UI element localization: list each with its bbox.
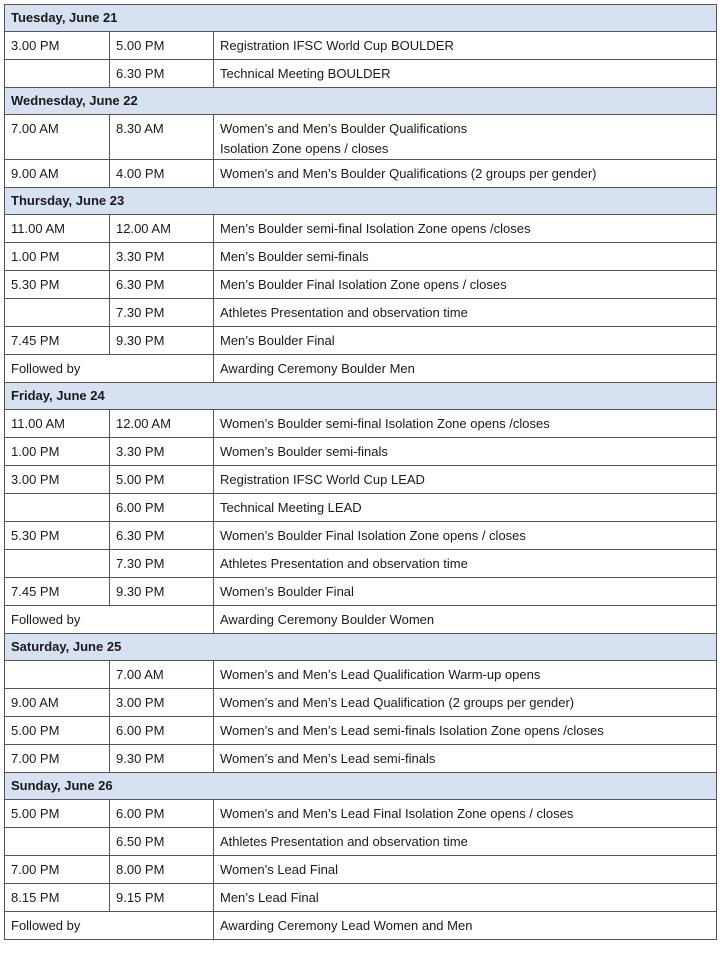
day-header	[5, 383, 717, 410]
end-time: 5.00 PM	[110, 32, 214, 60]
event-name: Men’s Boulder Final Isolation Zone opens / closes	[214, 271, 717, 299]
schedule-row	[5, 550, 717, 578]
schedule-row	[5, 828, 717, 856]
start-time: 7.45 PM	[5, 327, 110, 355]
schedule-row	[5, 438, 717, 466]
event-name: Awarding Ceremony Lead Women and Men	[214, 912, 717, 940]
event-name: Athletes Presentation and observation time	[214, 828, 717, 856]
end-time: 12.00 AM	[110, 410, 214, 438]
start-time: 11.00 AM	[5, 410, 110, 438]
schedule-row	[5, 410, 717, 438]
day-header	[5, 88, 717, 115]
event-name: Technical Meeting BOULDER	[214, 60, 717, 88]
day-header	[5, 188, 717, 215]
event-name: Registration IFSC World Cup BOULDER	[214, 32, 717, 60]
event-name: Women’s and Men’s Lead semi-finals	[214, 745, 717, 773]
followed-by-label: Followed by	[5, 606, 214, 634]
end-time: 6.30 PM	[110, 271, 214, 299]
followed-by-row	[5, 355, 717, 383]
day-header	[5, 634, 717, 661]
event-line: Isolation Zone opens / closes	[220, 141, 389, 156]
event-name: Women’s and Men’s Lead Qualification (2 groups per gender)	[214, 689, 717, 717]
start-time	[5, 60, 110, 88]
day-header	[5, 5, 717, 32]
end-time: 6.50 PM	[110, 828, 214, 856]
followed-by-row	[5, 912, 717, 940]
start-time	[5, 661, 110, 689]
followed-by-label: Followed by	[5, 355, 214, 383]
schedule-row	[5, 466, 717, 494]
start-time	[5, 494, 110, 522]
day-title: Sunday, June 26	[5, 773, 717, 800]
start-time	[5, 550, 110, 578]
day-title: Tuesday, June 21	[5, 5, 717, 32]
start-time: 5.30 PM	[5, 271, 110, 299]
end-time: 4.00 PM	[110, 160, 214, 188]
event-name: Awarding Ceremony Boulder Men	[214, 355, 717, 383]
schedule-row	[5, 522, 717, 550]
end-time: 6.00 PM	[110, 717, 214, 745]
end-time: 3.30 PM	[110, 438, 214, 466]
event-name: Athletes Presentation and observation time	[214, 550, 717, 578]
event-name: Athletes Presentation and observation time	[214, 299, 717, 327]
event-name: Men’s Boulder Final	[214, 327, 717, 355]
schedule-row	[5, 884, 717, 912]
start-time: 11.00 AM	[5, 215, 110, 243]
end-time: 6.00 PM	[110, 800, 214, 828]
schedule-row	[5, 299, 717, 327]
end-time: 5.00 PM	[110, 466, 214, 494]
start-time: 1.00 PM	[5, 438, 110, 466]
end-time: 3.00 PM	[110, 689, 214, 717]
start-time: 7.45 PM	[5, 578, 110, 606]
followed-by-label: Followed by	[5, 912, 214, 940]
end-time: 9.15 PM	[110, 884, 214, 912]
event-name: Women’s and Men’s Lead semi-finals Isolation Zone opens /closes	[214, 717, 717, 745]
end-time: 12.00 AM	[110, 215, 214, 243]
followed-by-row	[5, 606, 717, 634]
event-name: Registration IFSC World Cup LEAD	[214, 466, 717, 494]
start-time: 1.00 PM	[5, 243, 110, 271]
event-line: Women’s and Men’s Boulder Qualifications	[220, 121, 468, 136]
end-time: 9.30 PM	[110, 327, 214, 355]
start-time: 3.00 PM	[5, 466, 110, 494]
event-name: Women’s Boulder semi-finals	[214, 438, 717, 466]
event-name: Women’s Boulder semi-final Isolation Zone opens /closes	[214, 410, 717, 438]
start-time: 8.15 PM	[5, 884, 110, 912]
schedule-row	[5, 115, 717, 160]
end-time: 7.30 PM	[110, 299, 214, 327]
event-name: Women’s Boulder Final	[214, 578, 717, 606]
schedule-table	[4, 4, 717, 940]
day-title: Thursday, June 23	[5, 188, 717, 215]
schedule-row	[5, 271, 717, 299]
start-time: 7.00 AM	[5, 115, 110, 160]
day-title: Friday, June 24	[5, 383, 717, 410]
end-time: 9.30 PM	[110, 745, 214, 773]
schedule-row	[5, 215, 717, 243]
schedule-row	[5, 856, 717, 884]
end-time: 9.30 PM	[110, 578, 214, 606]
event-name: Men’s Boulder semi-final Isolation Zone opens /closes	[214, 215, 717, 243]
start-time: 5.00 PM	[5, 717, 110, 745]
start-time: 5.00 PM	[5, 800, 110, 828]
schedule-row	[5, 800, 717, 828]
schedule-row	[5, 745, 717, 773]
start-time	[5, 299, 110, 327]
schedule-row	[5, 494, 717, 522]
end-time: 8.30 AM	[110, 115, 214, 160]
start-time: 5.30 PM	[5, 522, 110, 550]
schedule-row	[5, 327, 717, 355]
start-time: 7.00 PM	[5, 856, 110, 884]
end-time: 3.30 PM	[110, 243, 214, 271]
event-name: Men’s Lead Final	[214, 884, 717, 912]
event-name: Technical Meeting LEAD	[214, 494, 717, 522]
schedule-row	[5, 160, 717, 188]
start-time: 7.00 PM	[5, 745, 110, 773]
end-time: 6.30 PM	[110, 60, 214, 88]
event-name	[214, 115, 717, 160]
event-name: Awarding Ceremony Boulder Women	[214, 606, 717, 634]
event-name: Women’s and Men’s Boulder Qualifications (2 groups per gender)	[214, 160, 717, 188]
end-time: 8.00 PM	[110, 856, 214, 884]
start-time: 9.00 AM	[5, 160, 110, 188]
event-name: Women’s and Men’s Lead Qualification Warm-up opens	[214, 661, 717, 689]
schedule-row	[5, 689, 717, 717]
start-time: 3.00 PM	[5, 32, 110, 60]
day-header	[5, 773, 717, 800]
start-time: 9.00 AM	[5, 689, 110, 717]
schedule-row	[5, 243, 717, 271]
event-name: Men’s Boulder semi-finals	[214, 243, 717, 271]
day-title: Saturday, June 25	[5, 634, 717, 661]
day-title: Wednesday, June 22	[5, 88, 717, 115]
event-name: Women’s Lead Final	[214, 856, 717, 884]
end-time: 7.00 AM	[110, 661, 214, 689]
schedule-row	[5, 717, 717, 745]
end-time: 6.00 PM	[110, 494, 214, 522]
start-time	[5, 828, 110, 856]
schedule-row	[5, 661, 717, 689]
event-name: Women’s and Men’s Lead Final Isolation Zone opens / closes	[214, 800, 717, 828]
event-name: Women’s Boulder Final Isolation Zone opens / closes	[214, 522, 717, 550]
end-time: 7.30 PM	[110, 550, 214, 578]
schedule-row	[5, 32, 717, 60]
schedule-row	[5, 578, 717, 606]
end-time: 6.30 PM	[110, 522, 214, 550]
schedule-row	[5, 60, 717, 88]
